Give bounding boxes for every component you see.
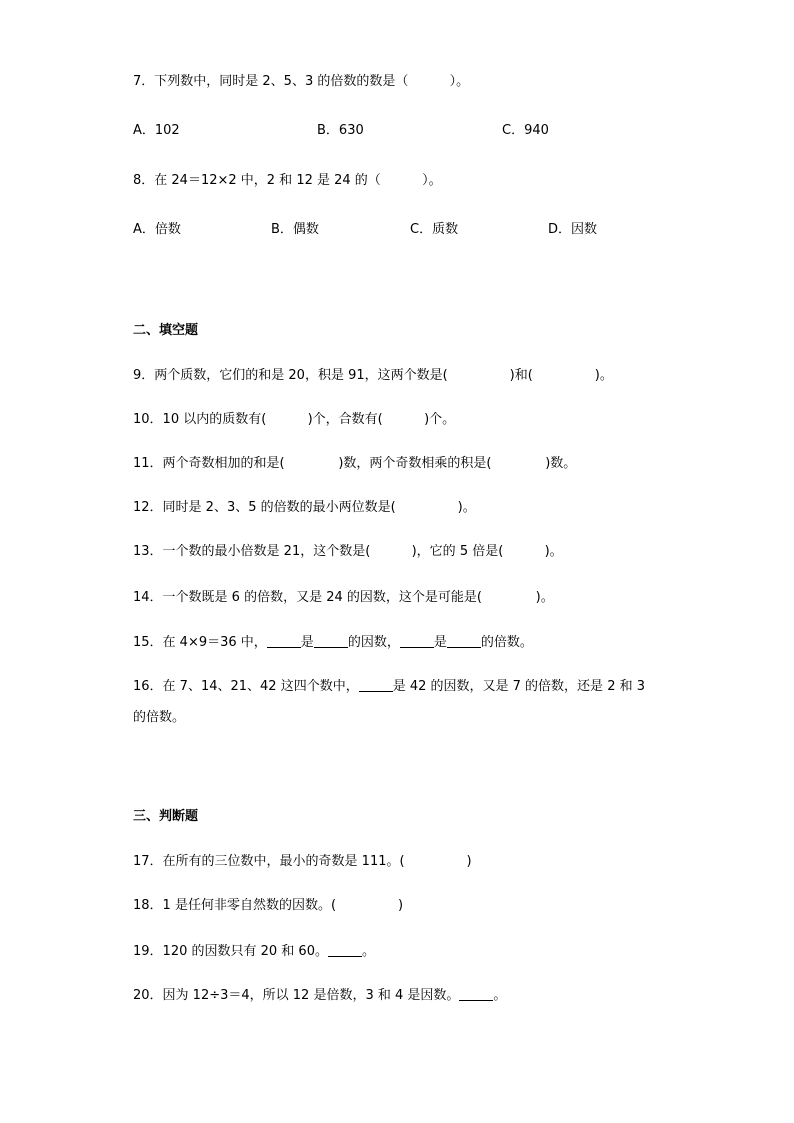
q7-option-c: C．940 [502,123,549,138]
answer-blank[interactable] [359,677,393,692]
q8-option-b: B．偶数 [271,222,319,237]
question-12: 12．同时是 2、3、5 的倍数的最小两位数是( )。 [133,500,476,515]
question-18: 18．1 是任何非零自然数的因数。( ) [133,898,404,913]
question-19: 19．120 的因数只有 20 和 60。 。 [133,944,375,959]
question-11: 11．两个奇数相加的和是( )数，两个奇数相乘的积是( )数。 [133,456,577,471]
q7-option-a: A．102 [133,123,180,138]
answer-blank[interactable] [459,986,493,1001]
answer-blank[interactable] [314,633,348,648]
q7-option-b: B．630 [317,123,364,138]
question-16: 16．在 7、14、21、42 这四个数中， 是 42 的因数，又是 7 的倍数，还是 2 和 3 [133,679,646,694]
answer-blank[interactable] [400,633,434,648]
section-2-title: 二、填空题 [133,323,199,338]
section-3-title: 三、判断题 [133,809,199,824]
q8-option-a: A．倍数 [133,222,181,237]
question-15: 15．在 4×9＝36 中， 是 的因数， 是 的倍数。 [133,635,533,650]
answer-blank[interactable] [447,633,481,648]
answer-blank[interactable] [267,633,301,648]
question-20: 20．因为 12÷3＝4，所以 12 是倍数，3 和 4 是因数。 。 [133,988,507,1003]
answer-blank[interactable] [328,942,362,957]
question-14: 14．一个数既是 6 的倍数，又是 24 的因数，这个是可能是( )。 [133,590,554,605]
q8-option-c: C．质数 [410,222,459,237]
question-17: 17．在所有的三位数中，最小的奇数是 111。( ) [133,854,472,869]
question-8-text: 8．在 24＝12×2 中，2 和 12 是 24 的（ ）。 [133,173,442,188]
q8-option-d: D．因数 [548,222,598,237]
question-16-line-2: 的倍数。 [133,710,186,725]
question-7-text: 7．下列数中，同时是 2、5、3 的倍数的数是（ ）。 [133,74,470,89]
question-13: 13．一个数的最小倍数是 21，这个数是( )，它的 5 倍是( )。 [133,544,563,559]
question-10: 10．10 以内的质数有( )个，合数有( )个。 [133,412,456,427]
question-9: 9．两个质数，它们的和是 20，积是 91，这两个数是( )和( )。 [133,368,613,383]
